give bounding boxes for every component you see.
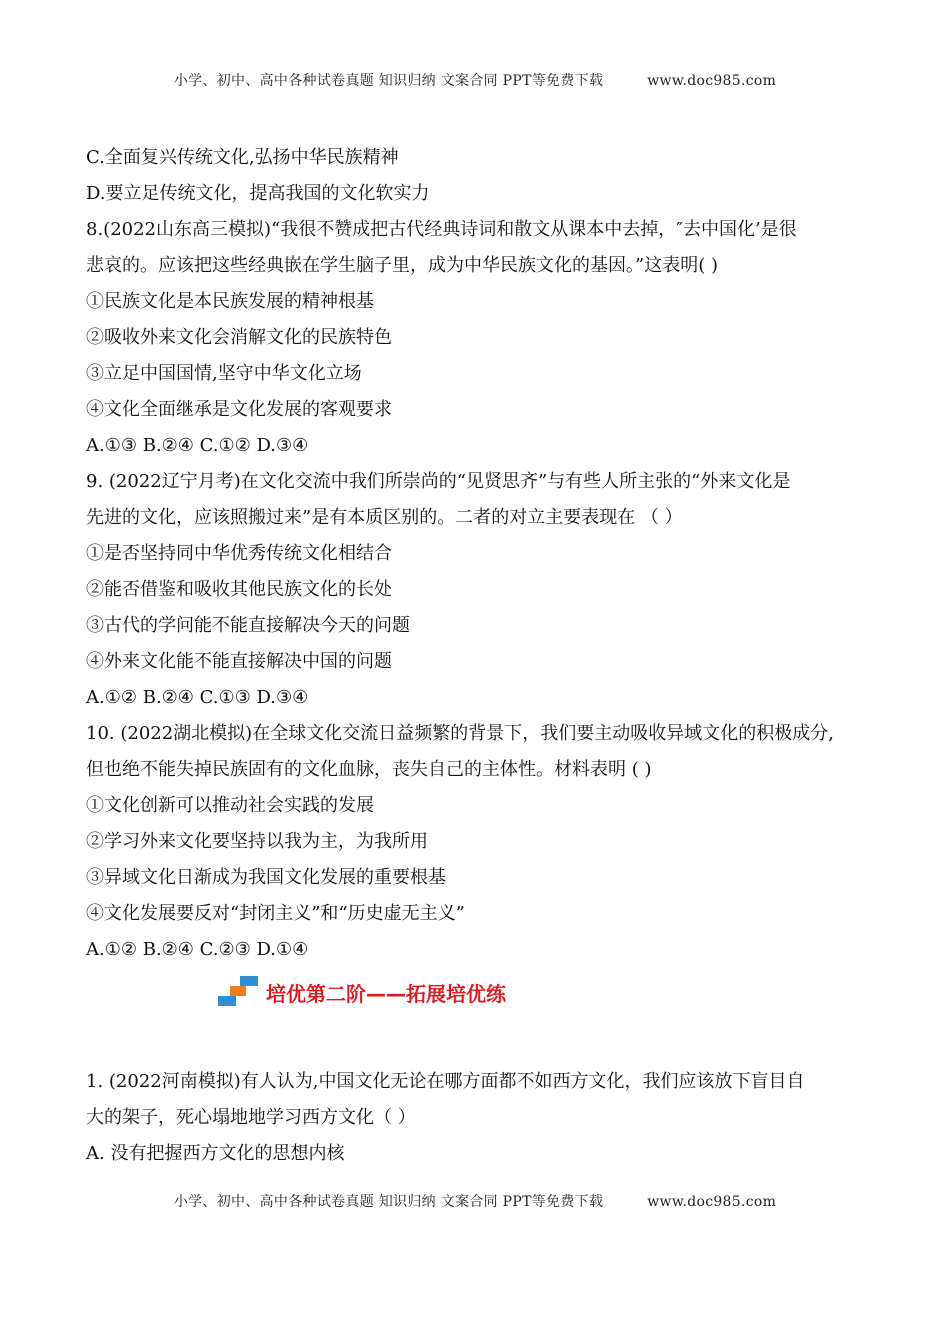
footer-text: 小学、初中、高中各种试卷真题 知识归纳 文案合同 PPT等免费下载 [173, 1194, 604, 1210]
page-header [0, 70, 950, 90]
q1-option-a: A. 没有把握西方文化的思想内核 [86, 1143, 345, 1164]
stairs-icon [218, 974, 262, 1010]
q10-statement-4: ④文化发展要反对“封闭主义”和“历史虚无主义” [86, 903, 465, 924]
q10-statement-3: ③异域文化日渐成为我国文化发展的重要根基 [86, 867, 446, 888]
q10-options: A.①② B.②④ C.②③ D.①④ [86, 939, 309, 960]
q9-options: A.①② B.②④ C.①③ D.③④ [86, 687, 309, 708]
header-text: 小学、初中、高中各种试卷真题 知识归纳 文案合同 PPT等免费下载 [173, 73, 604, 89]
q9-statement-3: ③古代的学问能不能直接解决今天的问题 [86, 615, 410, 636]
question-9-stem: 9. (2022辽宁月考)在文化交流中我们所崇尚的“见贤思齐”与有些人所主张的“外来文化是 [86, 471, 791, 492]
q9-statement-1: ①是否坚持同中华优秀传统文化相结合 [86, 543, 392, 564]
header-site-link[interactable]: www.doc985.com [647, 73, 777, 89]
q9-statement-4: ④外来文化能不能直接解决中国的问题 [86, 651, 392, 672]
section-heading [218, 972, 506, 1012]
section-title: 培优第二阶——拓展培优练 [266, 981, 506, 1006]
q10-statement-1: ①文化创新可以推动社会实践的发展 [86, 795, 374, 816]
footer-site-link[interactable]: www.doc985.com [647, 1194, 777, 1210]
question-10-stem-cont: 但也绝不能失掉民族固有的文化血脉，丧失自己的主体性。材料表明 ( ) [86, 759, 652, 780]
question-9-stem-cont: 先进的文化，应该照搬过来”是有本质区别的。二者的对立主要表现在 （ ） [86, 507, 683, 528]
question-1-stem-cont: 大的架子，死心塌地地学习西方文化（ ） [86, 1107, 416, 1128]
question-10-stem: 10. (2022湖北模拟)在全球文化交流日益频繁的背景下，我们要主动吸收异域文化的积极成分, [86, 723, 834, 744]
q8-statement-2: ②吸收外来文化会消解文化的民族特色 [86, 327, 392, 348]
question-8-stem: 8.(2022山东高三模拟)“我很不赞成把古代经典诗词和散文从课本中去掉，″去中国化’是很 [86, 219, 797, 240]
q9-statement-2: ②能否借鉴和吸收其他民族文化的长处 [86, 579, 392, 600]
question-block-2 [86, 1064, 870, 1172]
option-c-q7: C.全面复兴传统文化,弘扬中华民族精神 [86, 147, 399, 168]
q10-statement-2: ②学习外来文化要坚持以我为主，为我所用 [86, 831, 428, 852]
question-8-stem-cont: 悲哀的。应该把这些经典嵌在学生脑子里，成为中华民族文化的基因。”这表明( ) [86, 255, 718, 276]
q8-statement-3: ③立足中国国情,坚守中华文化立场 [86, 363, 362, 384]
q8-statement-1: ①民族文化是本民族发展的精神根基 [86, 291, 374, 312]
option-d-q7: D.要立足传统文化，提高我国的文化软实力 [86, 183, 430, 204]
question-1-stem: 1. (2022河南模拟)有人认为,中国文化无论在哪方面都不如西方文化，我们应该放下盲目自 [86, 1071, 805, 1092]
q8-options: A.①③ B.②④ C.①② D.③④ [86, 435, 309, 456]
q8-statement-4: ④文化全面继承是文化发展的客观要求 [86, 399, 392, 420]
page-footer [0, 1191, 950, 1211]
question-block-1 [86, 140, 870, 968]
